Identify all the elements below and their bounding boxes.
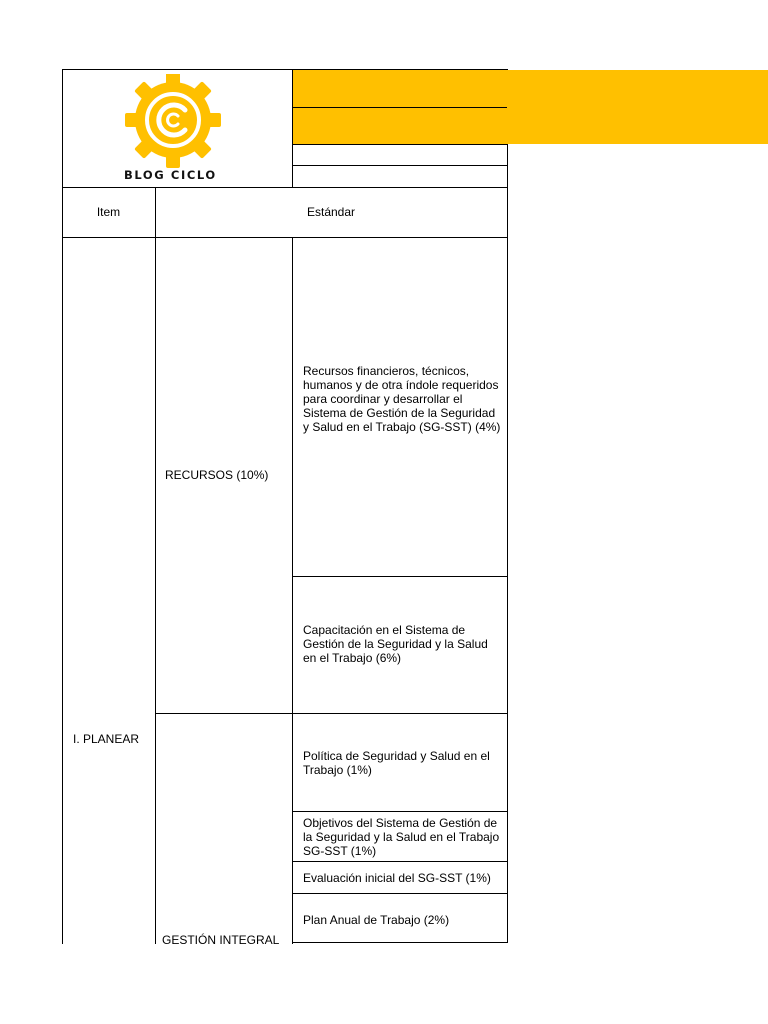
standard-5-bottom-line [293, 893, 507, 894]
standard-1-bottom-line [293, 576, 507, 577]
standard-plan-anual: Plan Anual de Trabajo (2%) [303, 913, 450, 927]
standard-politica: Política de Seguridad y Salud en el Trabajo (1%) [303, 749, 490, 777]
table-border-left [62, 69, 63, 944]
standard-capacitacion: Capacitación en el Sistema de Gestión de la Seguridad y la Salud en el Trabajo (6%) [303, 623, 488, 665]
column-header-bottom-line [62, 237, 508, 238]
header-yellow-band-extension [507, 107, 768, 144]
standard-evaluacion-inicial: Evaluación inicial del SG-SST (1%) [303, 871, 491, 885]
header-line-1 [293, 107, 507, 108]
column-header-standard: Estándar [306, 205, 356, 219]
table-border-right [507, 144, 508, 943]
column-divider-standard [292, 237, 293, 944]
phase-label: I. PLANEAR [73, 732, 140, 746]
header-yellow-band-lower [293, 107, 507, 144]
header-bottom-line [62, 187, 508, 188]
header-line-2 [293, 144, 507, 145]
standard-6-bottom-line [293, 942, 507, 943]
header-yellow-band-top [293, 70, 768, 107]
column-divider-item [155, 187, 156, 944]
table-border-top [62, 69, 508, 70]
header-line-3 [293, 165, 507, 166]
column-header-item: Item [96, 205, 121, 219]
standard-objetivos: Objetivos del Sistema de Gestión de la Seguridad y la Salud en el Trabajo SG-SST (1%) [303, 816, 500, 858]
standard-3-bottom-line [293, 811, 507, 812]
standard-recursos-financieros: Recursos financieros, técnicos, humanos y de otra índole requeridos para coordinar y desarrollar el Sistema de Gestión de la Seguridad y Salud en el Trabajo (SG-SST) (4%) [303, 364, 501, 434]
group-label-gestion-integral: GESTIÓN INTEGRAL [162, 933, 280, 947]
logo-brand-name: BLOG CICLO [124, 168, 217, 182]
column-divider-logo [292, 69, 293, 187]
group-1-bottom-line [155, 713, 507, 714]
standard-4-bottom-line [293, 861, 507, 862]
group-label-recursos: RECURSOS (10%) [165, 468, 269, 482]
